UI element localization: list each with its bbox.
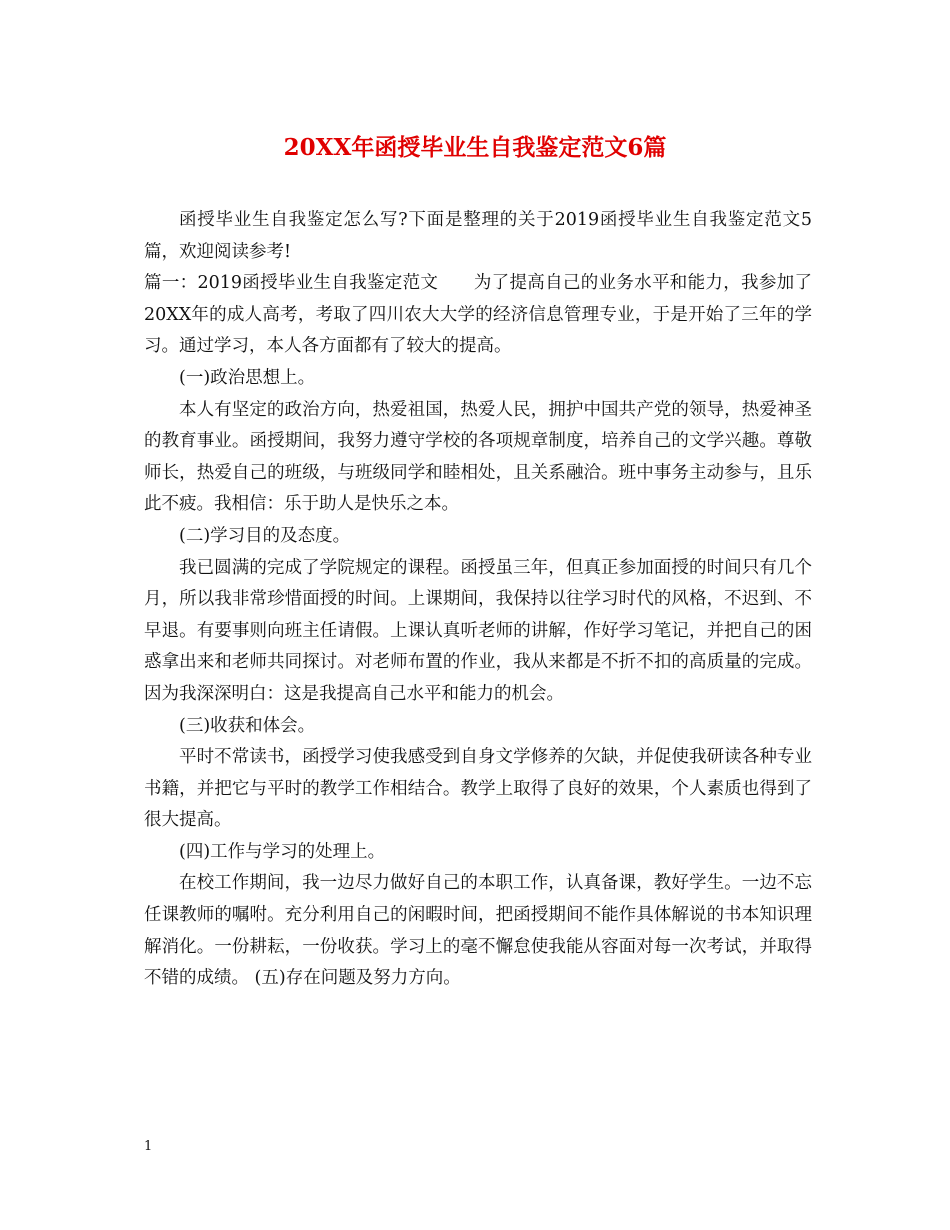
section-heading-gains: (三)收获和体会。 [179,715,316,736]
paragraph-part-one: 篇一：2019函授毕业生自我鉴定范文 为了提高自己的业务水平和能力，我参加了20XX年的成人高考，考取了四川农大大学的经济信息管理专业，于是开始了三年的学习。通过学习，本人各方面都有了较大的提高。 [144,273,812,357]
paragraph-political: 本人有坚定的政治方向，热爱祖国，热爱人民，拥护中国共产党的领导，热爱神圣的教育事业。函授期间，我努力遵守学校的各项规章制度，培养自己的文学兴趣。尊敬师长，热爱自己的班级，与班级同学和睦相处，且关系融洽。班中事务主动参与，且乐此不疲。我相信：乐于助人是快乐之本。 [144,399,812,515]
section-heading-study-attitude: (二)学习目的及态度。 [179,525,351,546]
document-body [144,205,812,995]
section-heading-work-study: (四)工作与学习的处理上。 [179,841,386,862]
paragraph-gains: 平时不常读书，函授学习使我感受到自身文学修养的欠缺，并促使我研读各种专业书籍，并把它与平时的教学工作相结合。教学上取得了良好的效果，个人素质也得到了很大提高。 [144,747,812,831]
page-number: 1 [144,1139,153,1154]
paragraph-work-study: 在校工作期间，我一边尽力做好自己的本职工作，认真备课，教好学生。一边不忘任课教师的嘱咐。充分利用自己的闲暇时间，把函授期间不能作具体解说的书本知识理解消化。一份耕耘，一份收获。学习上的毫不懈怠使我能从容面对每一次考试，并取得不错的成绩。 (五)存在问题及努力方向。 [144,873,812,989]
document-title: 20XX年函授毕业生自我鉴定范文6篇 [283,134,667,161]
paragraph-intro: 函授毕业生自我鉴定怎么写?下面是整理的关于2019函授毕业生自我鉴定范文5篇，欢迎阅读参考! [144,210,812,262]
paragraph-study-attitude: 我已圆满的完成了学院规定的课程。函授虽三年，但真正参加面授的时间只有几个月，所以我非常珍惜面授的时间。上课期间，我保持以往学习时代的风格，不迟到、不早退。有要事则向班主任请假。上课认真听老师的讲解，作好学习笔记，并把自己的困惑拿出来和老师共同探讨。对老师布置的作业，我从来都是不折不扣的高质量的完成。因为我深深明白：这是我提高自己水平和能力的机会。 [144,557,812,704]
section-heading-political: (一)政治思想上。 [179,367,316,388]
